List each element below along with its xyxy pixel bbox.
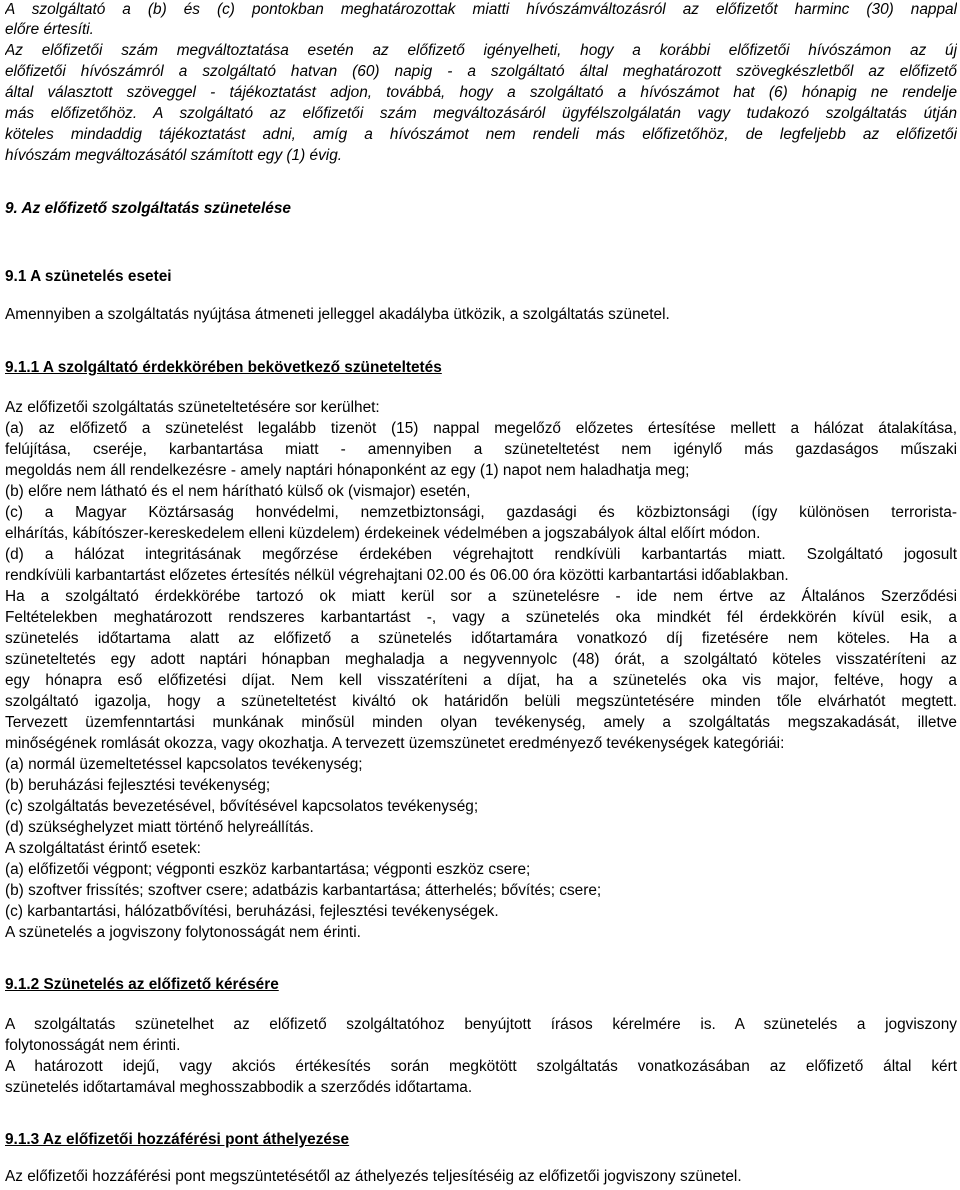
- section-9-1-1-line: (d) szükséghelyzet miatt történő helyreállítás.: [5, 819, 314, 836]
- section-9-1-1-line: megoldás nem áll rendelkezésre - amely naptári hónaponként az egy (1) napot nem haladhatja meg;: [5, 462, 690, 479]
- section-9-1-1-line: (c) szolgáltatás bevezetésével, bővítésével kapcsolatos tevékenység;: [5, 798, 479, 815]
- intro-line-8: hívószám megváltozásától számított egy (1) évig.: [5, 147, 343, 164]
- section-9-1-2-line: folytonosságát nem érinti.: [5, 1037, 181, 1054]
- section-9-1-2-heading: 9.1.2 Szünetelés az előfizető kérésére: [5, 976, 279, 993]
- intro-line-6: más előfizetőhöz. A szolgáltató az előfizetői szám megváltozásáról ügyfélszolgálatán vagy tudakozó szolgáltatás útján: [5, 105, 957, 122]
- section-9-1-heading: 9.1 A szünetelés esetei: [5, 268, 172, 285]
- section-9-1-3-heading: 9.1.3 Az előfizetői hozzáférési pont áthelyezése: [5, 1131, 350, 1148]
- section-9-1-1-line: (b) beruházási fejlesztési tevékenység;: [5, 777, 271, 794]
- section-9-1-text: Amennyiben a szolgáltatás nyújtása átmeneti jelleggel akadályba ütközik, a szolgáltatás szünetel.: [5, 306, 670, 323]
- section-9-1-2-line: A szolgáltatás szünetelhet az előfizető szolgáltatóhoz benyújtott írásos kérelmére is. A szünetelés a jogviszony: [5, 1016, 957, 1033]
- section-9-1-2-line: szünetelés időtartamával meghosszabbodik a szerződés időtartama.: [5, 1079, 473, 1096]
- section-9-1-1-line: szüneteltetés egy adott naptári hónapban meghaladja a negyvennyolc (48) órát, a szolgáltató köteles visszatéríteni az: [5, 651, 957, 668]
- section-9-1-1-line: (a) az előfizető a szünetelést legalább tizenöt (15) nappal megelőző előzetes értesítése mellett a hálózat átalakítása,: [5, 420, 957, 437]
- section-9-1-1-line: (b) szoftver frissítés; szoftver csere; adatbázis karbantartása; átterhelés; bővítés; csere;: [5, 882, 602, 899]
- section-9-1-1-line: szolgáltató igazolja, hogy a szüneteltetést kiváltó ok határidőn belüli megszüntetésére minden tőle elvárhatót megtett.: [5, 693, 957, 710]
- section-9-1-1-line: (d) a hálózat integritásának megőrzése érdekében végrehajtott rendkívüli karbantartás miatt. Szolgáltató jogosult: [5, 546, 957, 563]
- intro-line-2: előre értesíti.: [5, 21, 94, 38]
- intro-line-4: előfizetői hívószámról a szolgáltató hatvan (60) napig - a szolgáltató által meghatározott szövegkészletből az előfizető: [5, 63, 957, 80]
- intro-line-7: köteles mindaddig tájékoztatást adni, amíg a hívószámot nem rendeli más előfizetőhöz, de legfeljebb az előfizetői: [5, 126, 957, 143]
- section-9-1-3-text: Az előfizetői hozzáférési pont megszüntetésétől az áthelyezés teljesítéséig az előfizetői jogviszony szünetel.: [5, 1168, 742, 1185]
- section-9-1-1-line: (c) karbantartási, hálózatbővítési, beruházási, fejlesztési tevékenységek.: [5, 903, 499, 920]
- section-9-1-1-line: szünetelés időtartama alatt az előfizető a szünetelés időtartamára vonatkozó díj fizetésére nem köteles. Ha a: [5, 630, 957, 647]
- section-9-1-1-line: egy hónapra eső előfizetési díjat. Nem kell visszatéríteni a díjat, ha a szünetelés oka vis major, feltéve, hogy a: [5, 672, 957, 689]
- section-9-1-1-line: Tervezett üzemfenntartási munkának minősül minden olyan tevékenység, amely a szolgáltatás megszakadását, illetve: [5, 714, 957, 731]
- section-9-1-1-line: (c) a Magyar Köztársaság honvédelmi, nemzetbiztonsági, gazdasági és közbiztonsági (így különösen terrorista-: [5, 504, 957, 521]
- section-9-1-1-line: rendkívüli karbantartást előzetes értesítés nélkül végrehajtani 02.00 és 06.00 óra közötti karbantartási időablakban.: [5, 567, 789, 584]
- section-9-1-1-heading: 9.1.1 A szolgáltató érdekkörében bekövetkező szüneteltetés: [5, 359, 442, 376]
- section-9-1-1-line: Ha a szolgáltató érdekkörébe tartozó ok miatt kerül sor a szünetelésre - ide nem értve az Általános Szerződési: [5, 588, 957, 605]
- intro-line-5: által választott szöveggel - tájékoztatást adjon, továbbá, hogy a szolgáltató a hívószámot hat (6) hónapig ne rendelje: [5, 84, 957, 101]
- section-9-1-1-line: minőségének romlását okozza, vagy okozhatja. A tervezett üzemszünetet eredményező tevékenységek kategóriái:: [5, 735, 785, 752]
- section-9-1-1-line: A szolgáltatást érintő esetek:: [5, 840, 201, 857]
- intro-line-1: A szolgáltató a (b) és (c) pontokban meghatározottak miatti hívószámváltozásról az előfizetőt harminc (30) nappal: [5, 1, 957, 18]
- section-9-1-1-line: Feltételekben meghatározott rendszeres karbantartást -, vagy a szünetelés oka mindkét fél érdekkörén kívül esik, a: [5, 609, 957, 626]
- section-9-1-1-line: elhárítás, kábítószer-kereskedelem elleni küzdelem) érdekeinek védelmében a jogszabályok által előírt módon.: [5, 525, 761, 542]
- section-9-1-1-line: Az előfizetői szolgáltatás szüneteltetésére sor kerülhet:: [5, 399, 380, 416]
- intro-line-3: Az előfizetői szám megváltoztatása esetén az előfizető igényelheti, hogy a korábbi előfizetői hívószámon az új: [5, 42, 957, 59]
- section-9-1-1-line: A szünetelés a jogviszony folytonosságát nem érinti.: [5, 924, 361, 941]
- section-9-1-1-line: (a) előfizetői végpont; végponti eszköz karbantartása; végponti eszköz csere;: [5, 861, 531, 878]
- section-9-heading: 9. Az előfizető szolgáltatás szünetelése: [5, 200, 291, 217]
- section-9-1-1-line: felújítása, cseréje, karbantartása miatt - amennyiben a szüneteltetést nem igénylő más gazdaságos műszaki: [5, 441, 957, 458]
- section-9-1-1-line: (b) előre nem látható és el nem hárítható külső ok (vismajor) esetén,: [5, 483, 471, 500]
- section-9-1-1-line: (a) normál üzemeltetéssel kapcsolatos tevékenység;: [5, 756, 363, 773]
- section-9-1-2-line: A határozott idejű, vagy akciós értékesítés során megkötött szolgáltatás vonatkozásában az előfizető által kért: [5, 1058, 957, 1075]
